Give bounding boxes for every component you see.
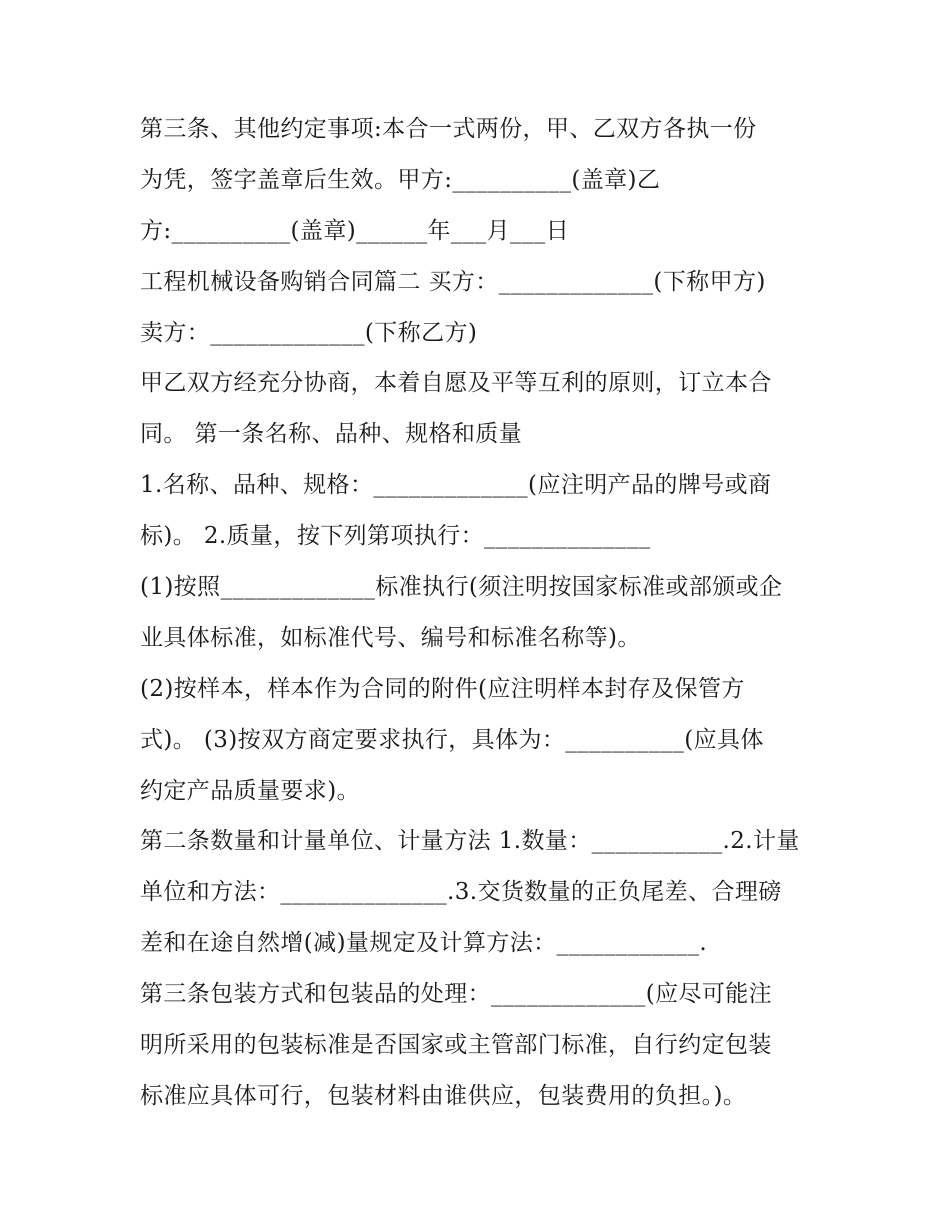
text-line: 业具体标准，如标准代号、编号和标准名称等)。 [140, 624, 641, 651]
text-line: 明所采用的包装标准是否国家或主管部门标准，自行约定包装 [140, 1032, 772, 1059]
text-line: 单位和方法：______________.3.交货数量的正负尾差、合理磅 [140, 879, 782, 906]
text-line: (2)按样本，样本作为合同的附件(应注明样本封存及保管方 [140, 675, 745, 702]
text-line: 同。 第一条名称、品种、规格和质量 [140, 421, 523, 448]
text-line: 为凭，签字盖章后生效。甲方:__________(盖章)乙 [140, 166, 661, 193]
text-line: 工程机械设备购销合同篇二 买方：_____________(下称甲方) [140, 268, 766, 295]
text-line: 标)。 2.质量，按下列第项执行：______________ [140, 523, 651, 550]
text-line: 约定产品质量要求)。 [140, 777, 360, 804]
text-line: 第二条数量和计量单位、计量方法 1.数量：___________.2.计量 [140, 828, 800, 855]
text-line: 甲乙双方经充分协商，本着自愿及平等互利的原则，订立本合 [140, 370, 772, 397]
text-line: (1)按照_____________标准执行(须注明按国家标准或部颁或企 [140, 574, 783, 601]
text-line: 方:__________(盖章)______年___月___日 [140, 217, 570, 244]
text-line: 1.名称、品种、规格：_____________(应注明产品的牌号或商 [140, 472, 772, 499]
text-line: 第三条包装方式和包装品的处理：_____________(应尽可能注 [140, 981, 773, 1008]
text-line: 式)。 (3)按双方商定要求执行，具体为：__________(应具体 [140, 726, 764, 753]
text-line: 差和在途自然增(减)量规定及计算方法：____________. [140, 930, 708, 957]
text-line: 卖方：_____________(下称乙方) [140, 319, 478, 346]
text-line: 标准应具体可行，包装材料由谁供应，包装费用的负担。)。 [140, 1082, 747, 1109]
text-line: 第三条、其他约定事项:本合一式两份，甲、乙双方各执一份 [140, 116, 757, 142]
document-body [140, 104, 830, 1122]
